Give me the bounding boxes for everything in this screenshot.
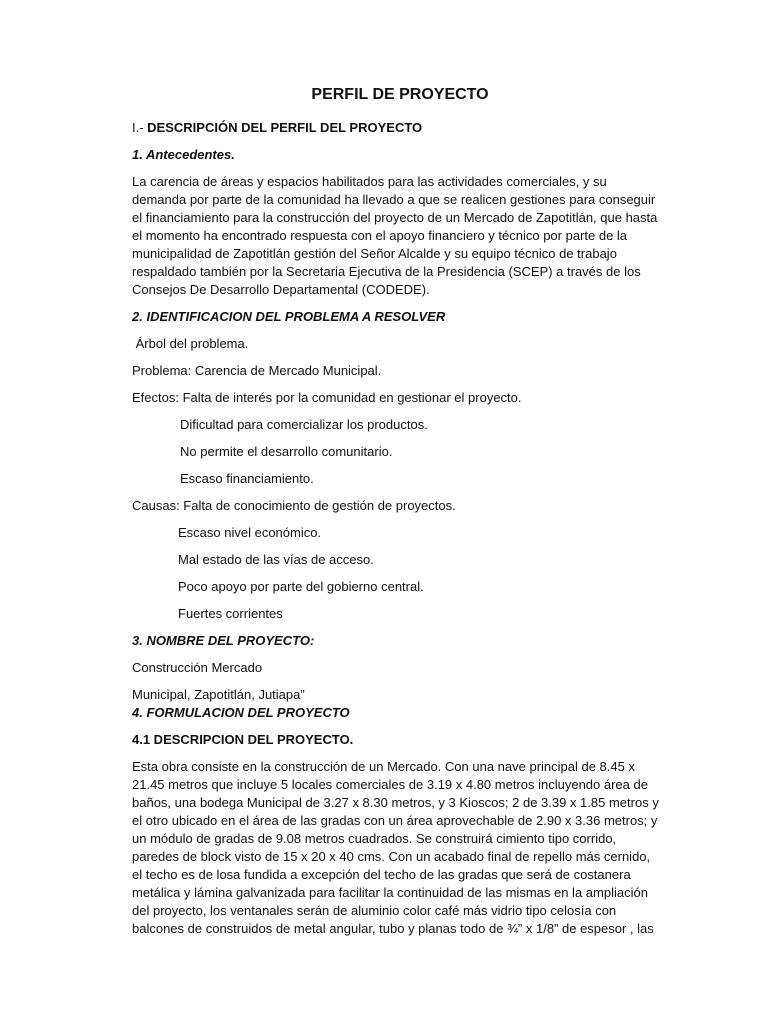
problema-line: Problema: Carencia de Mercado Municipal. — [132, 363, 382, 378]
descripcion-paragraph: Esta obra consiste en la construcción de un Mercado. Con una nave principal de 8.45 x 21.45 metros que incluye 5 locales comerciales de 3.19 x 4.80 metros incluyendo área de baños, una bodega Municipal de 3.27 x 8.30 metros, y 3 Kioscos; 2 de 3.39 x 1.85 metros y el otro ubicado en el área de las gradas con un área aprovechable de 2.90 x 3.36 metros; y un módulo de gradas de 9.08 metros cuadrados. Se construirá cimiento tipo corrido, paredes de block visto de 15 x 20 x 40 cms. Con un acabado final de repello más cernido, el techo es de losa fundida a excepción del techo de las gradas que será de costanera metálica y lámina galvanizada para facilitar la continuidad de las mismas en la ampliación del proyecto, los ventanales serán de aluminio color café más vidrio tipo celosía con balcones de construidos de metal angular, tubo y planas todo de ¾” x 1/8” de espesor , las — [132, 759, 659, 936]
nombre-line-2: Municipal, Zapotitlán, Jutiapa” — [132, 687, 305, 702]
efectos-line: Efectos: Falta de interés por la comunidad en gestionar el proyecto. — [132, 390, 522, 405]
efecto-item: No permite el desarrollo comunitario. — [180, 444, 393, 459]
causas-line: Causas: Falta de conocimiento de gestión de proyectos. — [132, 498, 456, 513]
problema-heading: 2. IDENTIFICACION DEL PROBLEMA A RESOLVER — [132, 309, 446, 324]
nombre-line-1: Construcción Mercado — [132, 660, 263, 675]
section-heading — [132, 119, 662, 137]
efecto-item: Dificultad para comercializar los productos. — [180, 417, 428, 432]
efecto-item: Escaso financiamiento. — [180, 471, 314, 486]
section-prefix: I.- — [132, 120, 148, 135]
causa-item: Poco apoyo por parte del gobierno central. — [178, 579, 424, 594]
causa-item: Mal estado de las vías de acceso. — [178, 552, 374, 567]
arbol-line: Árbol del problema. — [132, 336, 249, 351]
document-body — [132, 84, 662, 947]
descripcion-subheading: 4.1 DESCRIPCION DEL PROYECTO. — [132, 732, 354, 747]
nombre-heading: 3. NOMBRE DEL PROYECTO: — [132, 633, 315, 648]
document-title: PERFIL DE PROYECTO — [311, 86, 489, 103]
antecedentes-heading: 1. Antecedentes. — [132, 147, 235, 162]
causa-item: Fuertes corrientes — [178, 606, 283, 621]
causa-item: Escaso nivel económico. — [178, 525, 322, 540]
formulacion-heading: 4. FORMULACION DEL PROYECTO — [132, 705, 350, 720]
antecedentes-paragraph: La carencia de áreas y espacios habilitados para las actividades comerciales, y su demanda por parte de la comunidad ha llevado a que se realicen gestiones para conseguir el financiamiento para la construcción del proyecto de un Mercado de Zapotitlán, que hasta el momento ha encontrado respuesta con el apoyo financiero y técnico por parte de la municipalidad de Zapotitlán gestión del Señor Alcalde y su equipo técnico de trabajo respaldado también por la Secretaria Ejecutiva de la Presidencia (SCEP) a través de los Consejos De Desarrollo Departamental (CODEDE). — [132, 174, 658, 297]
section-label: DESCRIPCIÓN DEL PERFIL DEL PROYECTO — [147, 120, 423, 135]
